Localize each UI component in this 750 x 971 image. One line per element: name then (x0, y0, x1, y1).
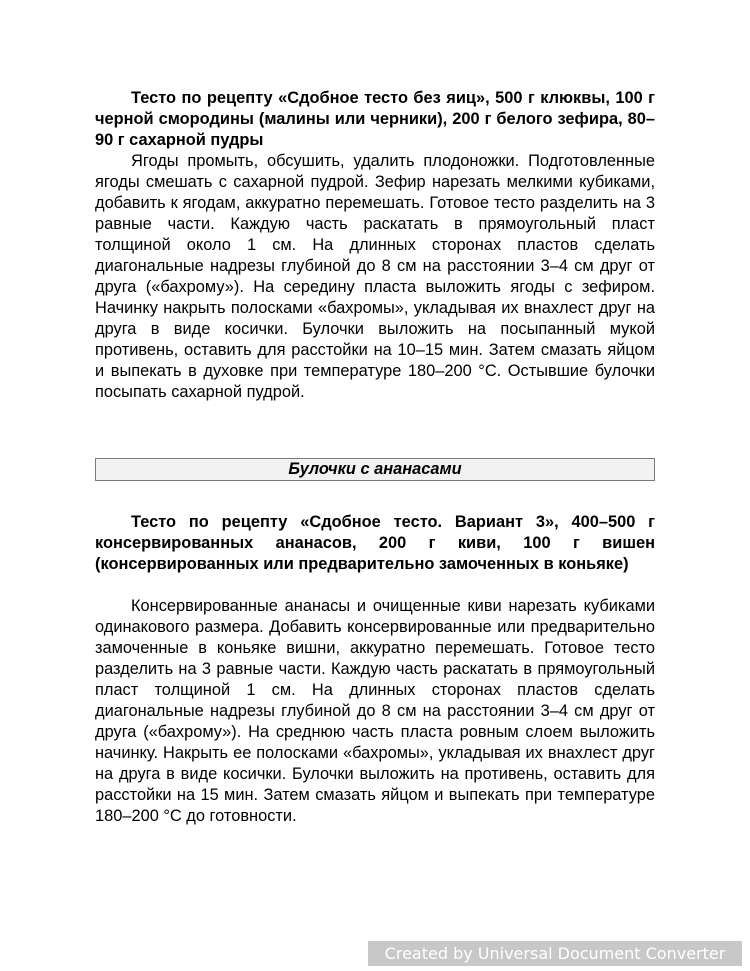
recipe1-instructions: Ягоды промыть, обсушить, удалить плодоножки. Подготовленные ягоды смешать с сахарной пудрой. Зефир нарезать мелкими кубиками, добавить к ягодам, аккуратно перемешать. Готовое тесто разделить на 3 равные части. Каждую часть раскатать в прямоугольный пласт толщиной около 1 см. На длинных сторонах пластов сделать диагональные надрезы глубиной до 8 см на расстоянии 3–4 см друг от друга («бахрому»). На середину пласта выложить ягоды с зефиром. Начинку накрыть полосками «бахромы», укладывая их внахлест друг на друга в виде косички. Булочки выложить на посыпанный мукой противень, оставить для расстойки на 10–15 мин. Затем смазать яйцом и выпекать в духовке при температуре 180–200 °С. Остывшие булочки посыпать сахарной пудрой. (95, 152, 655, 401)
section-title: Булочки с ананасами (95, 458, 655, 481)
converter-watermark: Created by Universal Document Converter (368, 941, 742, 966)
recipe2-instructions: Консервированные ананасы и очищенные киви нарезать кубиками одинакового размера. Добавить консервированные или предварительно замоченные в коньяке вишни, аккуратно перемешать. Готовое тесто разделить на 3 равные части. Каждую часть раскатать в прямоугольный пласт толщиной 1 см. На длинных сторонах пластов сделать диагональные надрезы глубиной до 8 см на расстоянии 3–4 см друг от друга («бахрому»). На среднюю часть пласта ровным слоем выложить начинку. Накрыть ее полосками «бахромы», укладывая их внахлест друг на друга в виде косички. Булочки выложить на противень, оставить для расстойки на 15 мин. Затем смазать яйцом и выпекать при температуре 180–200 °С до готовности. (95, 597, 655, 825)
recipe1-ingredients: Тесто по рецепту «Сдобное тесто без яиц», 500 г клюквы, 100 г черной смородины (малины или черники), 200 г белого зефира, 80–90 г сахарной пудры (95, 89, 655, 149)
recipe2-ingredients: Тесто по рецепту «Сдобное тесто. Вариант 3», 400–500 г консервированных ананасов, 200 г киви, 100 г вишен (консервированных или предварительно замоченных в коньяке) (95, 513, 655, 573)
